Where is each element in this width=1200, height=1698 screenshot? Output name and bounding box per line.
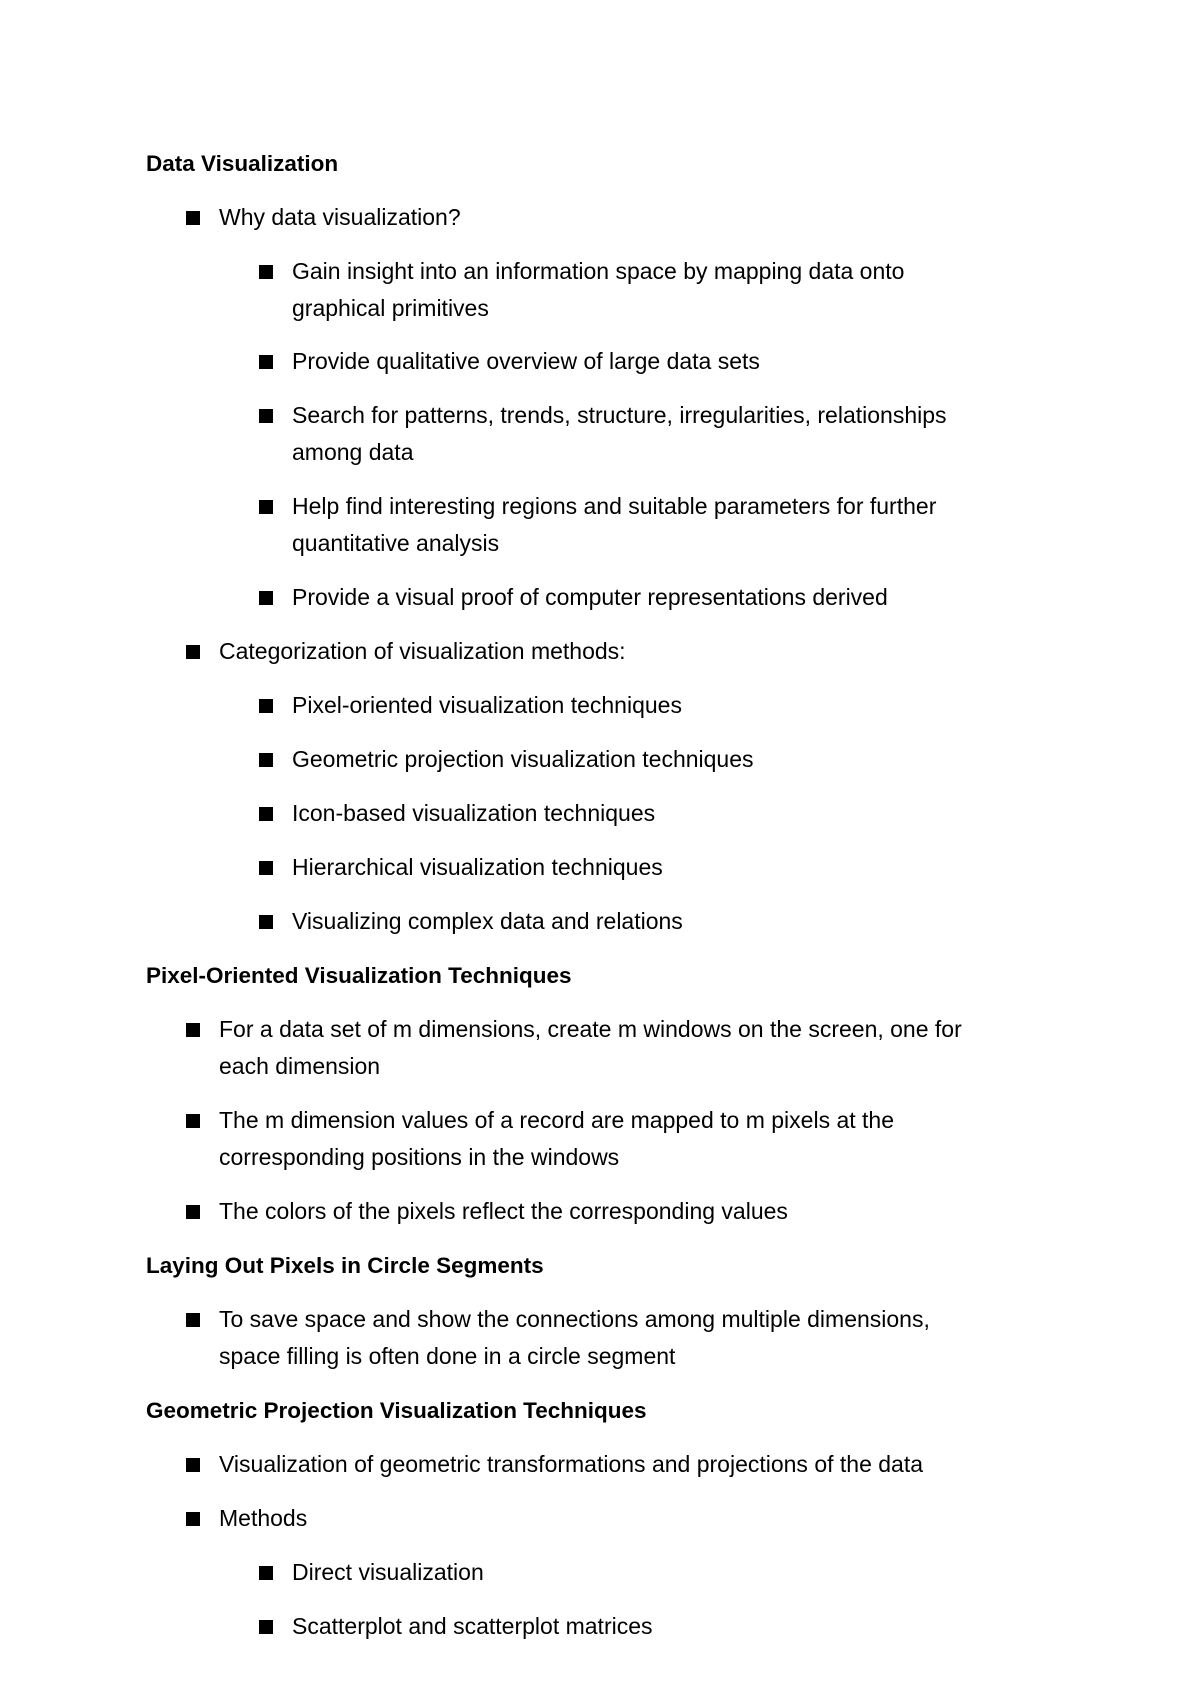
list-item <box>259 1608 653 1645</box>
square-bullet-icon <box>259 500 273 514</box>
square-bullet-icon <box>186 1023 200 1037</box>
square-bullet-icon <box>259 355 273 369</box>
list-item-text: Visualization of geometric transformations and projections of the data <box>219 1451 924 1477</box>
section-heading: Pixel-Oriented Visualization Techniques <box>146 963 572 988</box>
section-heading: Geometric Projection Visualization Techniques <box>146 1398 647 1423</box>
list-item <box>259 903 683 940</box>
list-item <box>186 199 461 236</box>
list-item <box>259 1554 484 1591</box>
list-item-text: among data <box>292 439 414 465</box>
square-bullet-icon <box>186 211 200 225</box>
square-bullet-icon <box>259 699 273 713</box>
list-item-text: Pixel-oriented visualization techniques <box>292 692 682 718</box>
list-item-text: Provide a visual proof of computer representations derived <box>292 584 888 610</box>
square-bullet-icon <box>186 1512 200 1526</box>
list-item-text: For a data set of m dimensions, create m windows on the screen, one for <box>219 1016 962 1042</box>
list-item <box>186 1301 930 1375</box>
square-bullet-icon <box>186 645 200 659</box>
list-item <box>259 343 760 380</box>
square-bullet-icon <box>259 1620 273 1634</box>
list-item-text: The colors of the pixels reflect the corresponding values <box>219 1198 788 1224</box>
list-item <box>186 633 626 670</box>
list-item <box>259 849 663 886</box>
list-item-text: Methods <box>219 1505 308 1531</box>
list-item-text: The m dimension values of a record are mapped to m pixels at the <box>219 1107 895 1133</box>
list-item-text: Provide qualitative overview of large data sets <box>292 348 760 374</box>
list-item-text: Help find interesting regions and suitable parameters for further <box>292 493 937 519</box>
square-bullet-icon <box>259 409 273 423</box>
list-item <box>186 1446 923 1483</box>
list-item <box>186 1102 894 1176</box>
square-bullet-icon <box>186 1458 200 1472</box>
list-item <box>259 741 754 778</box>
list-item-text: corresponding positions in the windows <box>219 1144 620 1170</box>
list-item <box>186 1193 788 1230</box>
square-bullet-icon <box>259 861 273 875</box>
list-item <box>259 579 888 616</box>
list-item-text: Direct visualization <box>292 1559 484 1585</box>
square-bullet-icon <box>259 807 273 821</box>
list-item-text: each dimension <box>219 1053 381 1079</box>
list-item-text: Visualizing complex data and relations <box>292 908 683 934</box>
list-item <box>186 1011 962 1085</box>
list-item <box>259 488 936 562</box>
list-item-text: space filling is often done in a circle segment <box>219 1343 676 1369</box>
list-item-text: Why data visualization? <box>219 204 461 230</box>
square-bullet-icon <box>259 591 273 605</box>
list-item-text: Gain insight into an information space by mapping data onto <box>292 258 905 284</box>
square-bullet-icon <box>259 753 273 767</box>
list-item <box>259 253 904 327</box>
section-heading: Laying Out Pixels in Circle Segments <box>146 1253 544 1278</box>
list-item-text: Scatterplot and scatterplot matrices <box>292 1613 653 1639</box>
list-item <box>259 795 655 832</box>
list-item <box>186 1500 307 1537</box>
list-item <box>259 397 947 471</box>
list-item-text: Categorization of visualization methods: <box>219 638 626 664</box>
square-bullet-icon <box>259 1566 273 1580</box>
list-item-text: graphical primitives <box>292 295 489 321</box>
list-item <box>259 687 682 724</box>
square-bullet-icon <box>186 1313 200 1327</box>
list-item-text: Search for patterns, trends, structure, irregularities, relationships <box>292 402 947 428</box>
list-item-text: Icon-based visualization techniques <box>292 800 656 826</box>
list-item-text: quantitative analysis <box>292 530 500 556</box>
square-bullet-icon <box>186 1205 200 1219</box>
list-item-text: To save space and show the connections among multiple dimensions, <box>219 1306 930 1332</box>
list-item-text: Geometric projection visualization techniques <box>292 746 754 772</box>
square-bullet-icon <box>259 265 273 279</box>
section-heading: Data Visualization <box>146 151 339 176</box>
square-bullet-icon <box>259 915 273 929</box>
list-item-text: Hierarchical visualization techniques <box>292 854 663 880</box>
square-bullet-icon <box>186 1114 200 1128</box>
